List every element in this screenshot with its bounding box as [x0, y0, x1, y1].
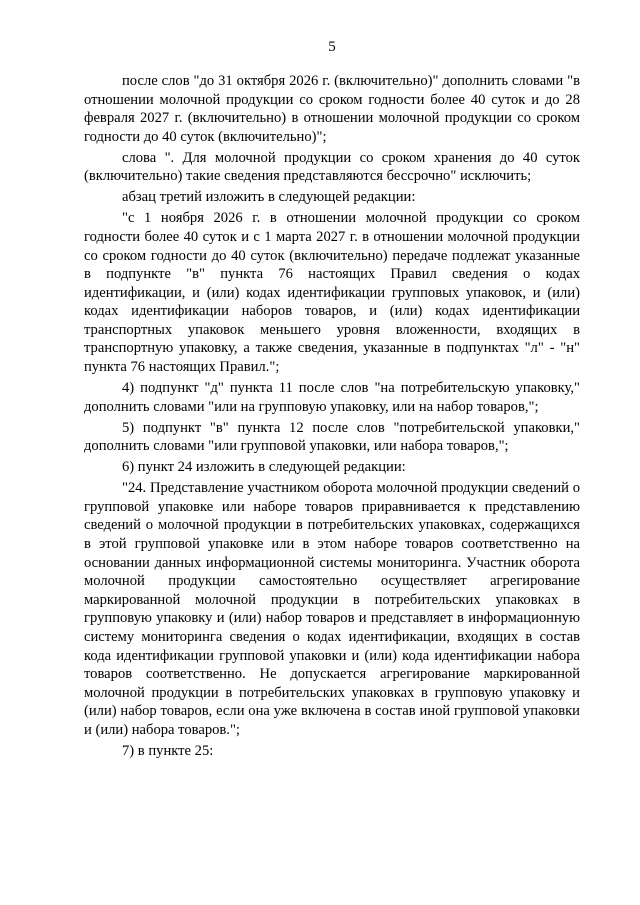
paragraph-5: 4) подпункт "д" пункта 11 после слов "на потребительскую упаковку," дополнить словами "или на групповую упаковку, или на набор товаров,"; [84, 380, 580, 415]
paragraph-4: "с 1 ноября 2026 г. в отношении молочной продукции со сроком годности более 40 суток и с 1 марта 2027 г. в отношении молочной продукции со сроком годности до 40 суток (включительно) передаче подлежат указанные в подпункте "в" пункта 76 настоящих Правил сведения о кодах идентификации, и (или) кодах идентификации групповых упаковок, и (или) кодах идентификации наборов товаров, и (или) кодах идентификации транспортных упаковок меньшего уровня вложенности, входящих в транспортную упаковку, а также сведения, указанные в подпунктах "л" - "н" пункта 76 настоящих Правил."; [84, 210, 580, 376]
paragraph-6: 5) подпункт "в" пункта 12 после слов "потребительской упаковки," дополнить словами "или групповой упаковки, или набора товаров,"; [84, 419, 580, 455]
paragraph-8: "24. Представление участником оборота молочной продукции сведений о групповой упаковке или наборе товаров приравнивается к представлению сведений о молочной продукции в потребительских упаковках, содержащихся в этой групповой упаковке или в этом наборе товаров соответственно на основании данных информационной системы мониторинга. Участник оборота молочной продукции самостоятельно осуществляет агрегирование маркированной молочной продукции в потребительских упаковках в групповую упаковку и (или) набор товаров и представляет в информационную систему мониторинга сведения о кодах идентификации, входящих в состав кода идентификации групповой упаковки и (или) кода идентификации набора товаров соответственно. Не допускается агрегирование маркированной молочной продукции в потребительских упаковках в групповую упаковку и (или) набор товаров, если она уже включена в состав иной групповой упаковки и (или) набора товаров."; [84, 480, 580, 738]
paragraph-7: 6) пункт 24 изложить в следующей редакции: [122, 459, 406, 476]
page-number: 5 [328, 39, 336, 55]
paragraph-9: 7) в пункте 25: [122, 742, 214, 759]
paragraph-3: абзац третий изложить в следующей редакции: [122, 189, 416, 206]
paragraph-1: после слов "до 31 октября 2026 г. (включительно)" дополнить словами "в отношении молочной продукции со сроком годности более 40 суток и до 28 февраля 2027 г. (включительно) в отношении молочной продукции со сроком годности до 40 суток (включительно)"; [84, 73, 580, 145]
paragraph-2: слова ". Для молочной продукции со сроком хранения до 40 суток (включительно) такие сведения представляются бессрочно" исключить; [84, 149, 580, 185]
